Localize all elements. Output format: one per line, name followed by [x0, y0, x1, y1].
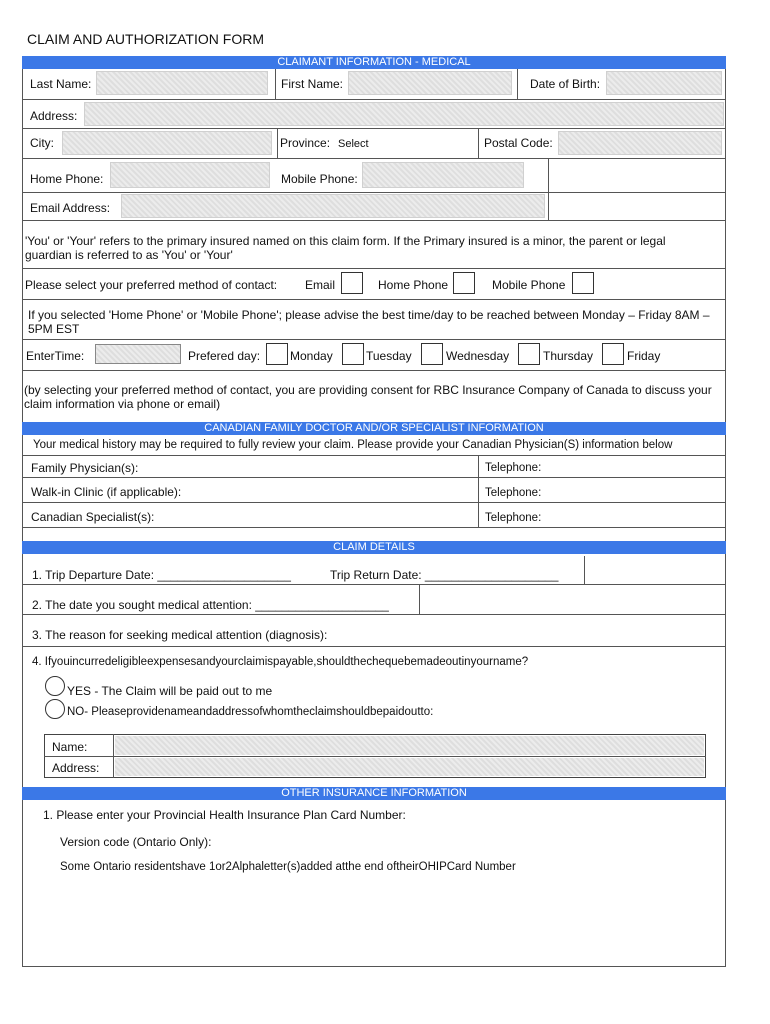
address-label: Address:	[30, 109, 78, 123]
specialist-label: Canadian Specialist(s):	[31, 510, 155, 524]
last-name-field[interactable]	[96, 71, 268, 95]
you-definition-note: 'You' or 'Your' refers to the primary insured named on this claim form. If the Primary insured is a minor, the parent or legal guardian is referred to as 'You' or 'Your'	[25, 234, 666, 262]
mobile-phone-label: Mobile Phone:	[281, 172, 358, 186]
doctor-intro: Your medical history may be required to fully review your claim. Please provide your Canadian Physician(S) information below	[33, 439, 673, 451]
enter-time-label: EnterTime:	[26, 349, 85, 363]
section-header-claimant: CLAIMANT INFORMATION - MEDICAL	[22, 56, 726, 69]
day-monday-checkbox[interactable]	[266, 343, 288, 365]
payee-name-field[interactable]	[115, 736, 704, 755]
diagnosis-label: 3. The reason for seeking medical attention (diagnosis):	[32, 628, 328, 642]
payee-question: 4. Ifyouincurredeligibleexpensesandyourclaimispayable,shouldthechequebemadeoutinyourname?	[32, 656, 529, 668]
payee-no-radio[interactable]	[45, 699, 65, 719]
email-label: Email Address:	[30, 201, 111, 215]
home-phone-label: Home Phone:	[30, 172, 104, 186]
walkin-clinic-label: Walk-in Clinic (if applicable):	[31, 485, 182, 499]
day-tuesday-label: Tuesday	[366, 349, 412, 363]
contact-home-label: Home Phone	[378, 278, 449, 292]
day-wednesday-label: Wednesday	[446, 349, 510, 363]
contact-email-label: Email	[305, 278, 336, 292]
ohip-note: Some Ontario residentshave 1or2Alphaletter(s)added atthe end oftheirOHIPCard Number	[60, 861, 516, 873]
preferred-day-label: Prefered day:	[188, 349, 261, 363]
contact-method-prompt: Please select your preferred method of contact:	[25, 278, 278, 292]
health-card-label: 1. Please enter your Provincial Health Insurance Plan Card Number:	[43, 808, 406, 822]
postal-code-label: Postal Code:	[484, 136, 553, 150]
family-physician-label: Family Physician(s):	[31, 461, 139, 475]
payee-address-label: Address:	[52, 761, 100, 775]
email-field[interactable]	[121, 194, 545, 218]
form-title: CLAIM AND AUTHORIZATION FORM	[27, 31, 264, 47]
walkin-telephone-label: Telephone:	[485, 487, 542, 499]
province-label: Province:	[280, 136, 331, 150]
first-name-label: First Name:	[281, 77, 344, 91]
best-time-note: If you selected 'Home Phone' or 'Mobile Phone'; please advise the best time/day to be reached between Monday – Friday 8AM – 5PM EST	[28, 308, 710, 336]
specialist-telephone-label: Telephone:	[485, 512, 542, 524]
dob-label: Date of Birth:	[530, 77, 601, 91]
version-code-label: Version code (Ontario Only):	[60, 835, 212, 849]
payee-name-label: Name:	[52, 740, 88, 754]
enter-time-field[interactable]	[95, 344, 181, 364]
mobile-phone-field[interactable]	[362, 162, 524, 188]
last-name-label: Last Name:	[30, 77, 92, 91]
family-physician-telephone-label: Telephone:	[485, 462, 542, 474]
trip-departure-label: 1. Trip Departure Date: ____________________	[32, 568, 291, 582]
contact-home-checkbox[interactable]	[453, 272, 475, 294]
medical-attention-date-label: 2. The date you sought medical attention: ____________________	[32, 598, 389, 612]
city-label: City:	[30, 136, 54, 150]
address-field[interactable]	[84, 102, 724, 126]
postal-code-field[interactable]	[558, 131, 722, 155]
trip-return-label: Trip Return Date: ____________________	[330, 568, 559, 582]
section-header-claim: CLAIM DETAILS	[22, 541, 726, 554]
consent-note: (by selecting your preferred method of contact, you are providing consent for RBC Insurance Company of Canada to discuss your claim information via phone or email)	[24, 383, 712, 411]
day-thursday-label: Thursday	[543, 349, 594, 363]
payee-yes-radio[interactable]	[45, 676, 65, 696]
day-friday-checkbox[interactable]	[602, 343, 624, 365]
contact-mobile-label: Mobile Phone	[492, 278, 566, 292]
payee-no-label: NO- Pleaseprovidenameandaddressofwhomtheclaimshouldbepaidoutto:	[67, 706, 434, 718]
day-wednesday-checkbox[interactable]	[421, 343, 443, 365]
contact-mobile-checkbox[interactable]	[572, 272, 594, 294]
dob-field[interactable]	[606, 71, 722, 95]
first-name-field[interactable]	[348, 71, 512, 95]
day-friday-label: Friday	[627, 349, 661, 363]
payee-address-field[interactable]	[115, 758, 704, 776]
province-select[interactable]: Select	[338, 138, 369, 150]
day-tuesday-checkbox[interactable]	[342, 343, 364, 365]
day-thursday-checkbox[interactable]	[518, 343, 540, 365]
payee-yes-label: YES - The Claim will be paid out to me	[67, 684, 273, 698]
day-monday-label: Monday	[290, 349, 333, 363]
home-phone-field[interactable]	[110, 162, 270, 188]
section-header-doctor: CANADIAN FAMILY DOCTOR AND/OR SPECIALIST INFORMATION	[22, 422, 726, 435]
city-field[interactable]	[62, 131, 272, 155]
contact-email-checkbox[interactable]	[341, 272, 363, 294]
section-header-other: OTHER INSURANCE INFORMATION	[22, 787, 726, 800]
